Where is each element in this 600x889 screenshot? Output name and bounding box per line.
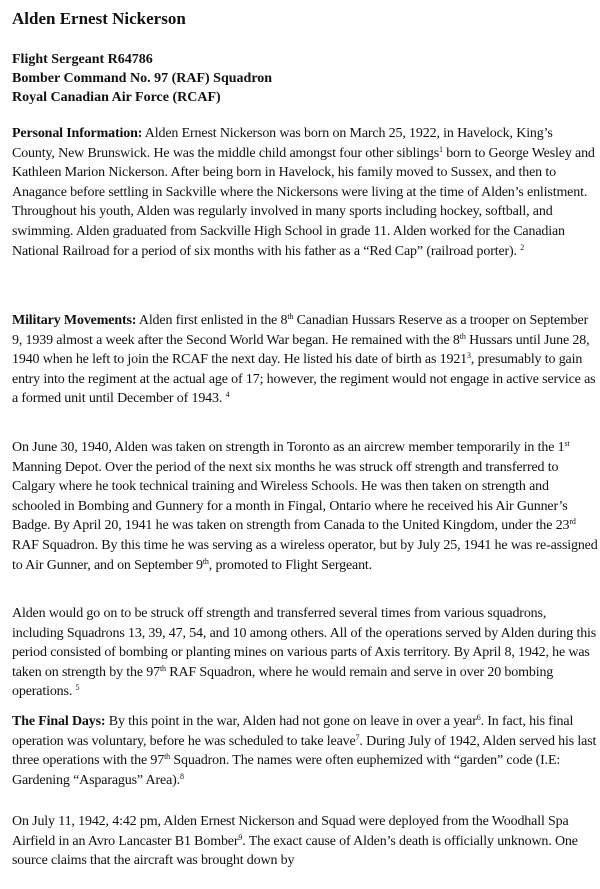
section-heading: Personal Information: — [12, 126, 143, 141]
air-force-name: Royal Canadian Air Force (RCAF) — [12, 90, 221, 105]
deployment-paragraph: On July 11, 1942, 4:42 pm, Alden Ernest Nickerson and Squad were deployed from the Woodhall Spa Airfield in an Avro Lancaster B1 Bomber$^9$. The exact cause of Alden’s death is officially unknown. One source claims that the aircraft was brought down by — [12, 814, 578, 869]
footnote-marker: th — [164, 752, 171, 762]
military-movements-paragraph: Military Movements: Alden first enlisted in the 8th Canadian Hussars Reserve as a trooper on September 9, 1939 almost a week after the Second World War began. He remained with the 8th Hussars until June 28, 1940 when he left to join the RCAF the next day. He listed his date of birth as 1921$^3$, presumably to gain entry into the regiment at the actual age of 17; however, the regiment would not engage in active service as a formed unit until December of 1943. $^4$ — [12, 312, 596, 407]
footnote-marker: 5 — [75, 683, 80, 693]
document-title: Alden Ernest Nickerson — [12, 9, 186, 28]
footnote-marker: 8 — [180, 771, 184, 781]
service-number: Flight Sergeant R64786 — [12, 52, 153, 67]
footnote-marker: 6 — [476, 713, 481, 722]
footnote-marker: rd — [569, 517, 576, 527]
footnote-marker: 2 — [520, 242, 525, 252]
footnote-marker: 3 — [467, 351, 471, 361]
footnote-marker: 4 — [225, 390, 230, 400]
footnote-marker: 9 — [238, 832, 243, 842]
training-paragraph: On June 30, 1940, Alden was taken on strength in Toronto as an aircrew member temporarily in the 1st Manning Depot. Over the period of the next six months he was struck off strength and transferred to Calgary where he took technical training and Wireless Schools. He was then taken on strength and schooled in Bombing and Gunnery for a month in Fingal, Ontario where he received his Air Gunner’s Badge. By April 20, 1941 he was taken on strength from Canada to the United Kingdom, under the 23rd RAF Squadron. By this time he was serving as a wireless operator, but by July 25, 1941 he was re-assigned to Air Gunner, and on September 9th, promoted to Flight Sergeant. — [12, 439, 598, 573]
footnote-marker: st — [564, 439, 570, 448]
section-heading: The Final Days: — [12, 714, 106, 729]
footnote-marker: 1 — [439, 144, 443, 154]
personal-information-paragraph: Personal Information: Alden Ernest Nickerson was born on March 25, 1922, in Havelock, King’s County, New Brunswick. He was the middle child amongst four other siblings$^1$ born to George Wesley and Kathleen Marion Nickerson. After being born in Havelock, his family moved to Sussex, and then to Anagance before settling in Sackville where the Nickersons were living at the time of Alden’s enlistment. Throughout his youth, Alden was regularly involved in many sports including hockey, softball, and swimming. Alden graduated from Sackville High School in grade 11. Alden worked for the Canadian National Railroad for a period of six months with his father as a “Red Cap” (railroad porter). $^2$ — [12, 126, 595, 259]
section-heading: Military Movements: — [12, 313, 137, 328]
footnote-marker: 7 — [355, 732, 360, 742]
service-details — [12, 50, 272, 107]
footnote-marker: th — [159, 663, 166, 673]
final-days-paragraph: The Final Days: By this point in the war, Alden had not gone on leave in over a year$^6$. In fact, his final operation was voluntary, before he was scheduled to take leave$^7$. During July of 1942, Alden served his last three operations with the 97th Squadron. The names were often euphemized with “garden” code (I.E: Gardening “Asparagus” Area).$^8$ — [12, 713, 597, 788]
footnote-marker: th — [287, 312, 294, 321]
squadron-name: Bomber Command No. 97 (RAF) Squadron — [12, 71, 273, 86]
footnote-marker: th — [459, 331, 466, 341]
footnote-marker: th — [202, 556, 209, 566]
squadrons-paragraph: Alden would go on to be struck off strength and transferred several times from various squadrons, including Squadrons 13, 39, 47, 54, and 10 among others. All of the operations served by Alden during this period consisted of bombing or planting mines on various parts of Axis territory. By April 8, 1942, he was taken on strength by the 97th RAF Squadron, where he would remain and serve in over 20 bombing operations. $^5$ — [12, 606, 597, 700]
